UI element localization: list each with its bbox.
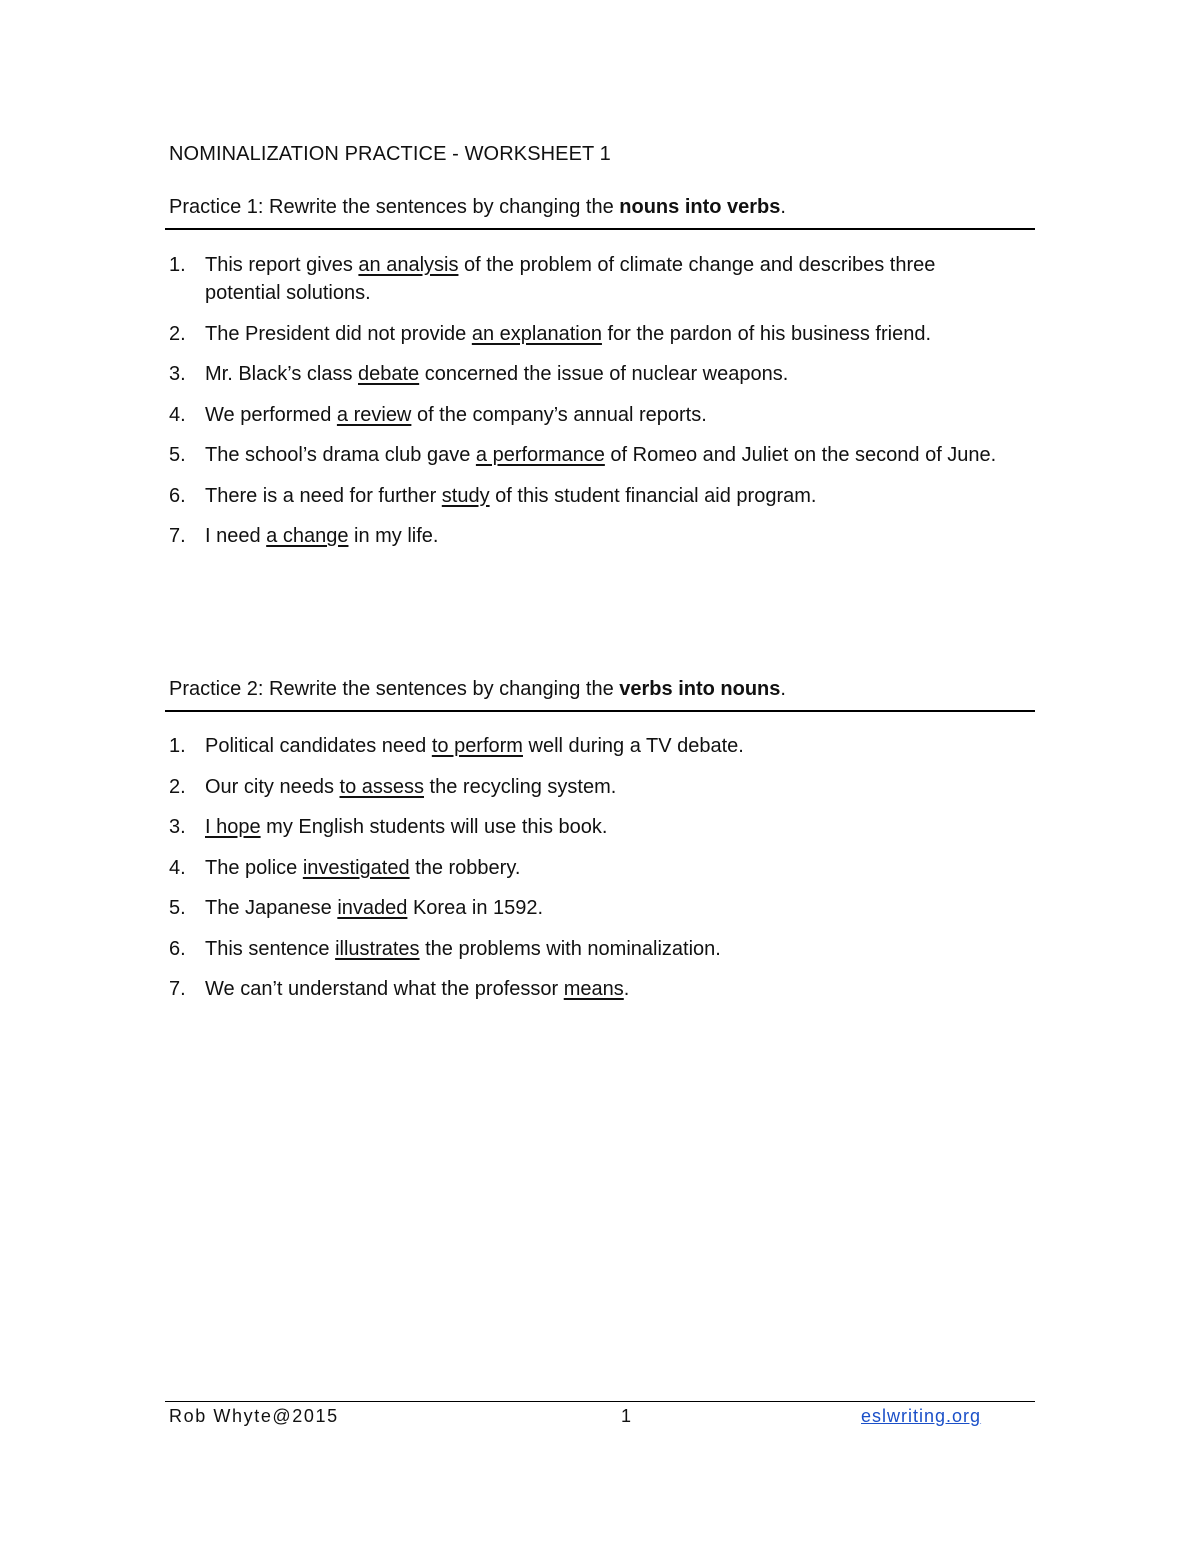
item-text-post: in my life. [348,525,439,547]
item-text-pre: Mr. Black’s class [205,363,358,385]
item-underlined: debate [358,363,420,385]
item-text-post: of Romeo and Juliet on the second of June. [604,444,997,466]
item-text-post: of the company’s annual reports. [411,403,707,426]
item-underlined: to perform [431,735,523,757]
list-item [169,975,1009,1003]
practice-2-divider [165,710,1035,712]
list-item [169,320,1009,348]
item-underlined: a change [266,525,349,547]
list-item [169,813,1009,841]
item-number: 6. [169,937,186,960]
item-text-pre: The police [205,856,303,879]
list-item [169,854,1009,882]
item-number: 7. [169,525,186,547]
list-item [169,935,1009,963]
footer-divider [165,1401,1035,1402]
footer-author: Rob Whyte@2015 [169,1406,339,1426]
item-number: 6. [169,484,186,507]
item-underlined: a performance [475,444,605,466]
item-number: 3. [169,363,186,385]
item-number: 7. [169,978,186,1000]
item-number: 1. [169,254,186,276]
item-number: 2. [169,775,186,798]
footer-page-number: 1 [621,1406,632,1426]
item-underlined: study [441,484,490,507]
item-text-post: of this student financial aid program. [489,484,817,507]
list-item [169,522,1009,550]
item-number: 5. [169,897,186,919]
item-number: 4. [169,403,186,426]
list-item [169,360,1009,388]
item-text-pre: The Japanese [205,897,338,919]
practice-1-list [169,251,1009,563]
list-item [169,251,1009,307]
item-number: 3. [169,816,186,838]
list-item [169,732,1009,760]
item-text-pre: Our city needs [205,775,340,798]
item-text-pre: This report gives [205,254,359,276]
practice-2-instruction-prefix: Practice 2: Rewrite the sentences by changing the [169,678,620,700]
practice-2-instruction [169,678,1035,701]
list-item [169,482,1009,510]
list-item [169,773,1009,801]
item-text-post: the problems with nominalization. [419,937,721,960]
item-text-pre: This sentence [205,937,336,960]
item-text-post: my English students will use this book. [260,816,608,838]
footer-site-link[interactable]: eslwriting.org [861,1406,982,1426]
item-number: 2. [169,322,186,345]
item-text-post: concerned the issue of nuclear weapons. [419,363,789,385]
item-underlined: investigated [302,856,410,879]
item-text-post: the recycling system. [424,775,617,798]
practice-1-instruction-suffix: . [780,196,786,218]
practice-1-instruction-bold: nouns into verbs [619,196,781,218]
practice-1-divider [165,228,1035,230]
item-text-post: the robbery. [409,856,521,879]
item-underlined: illustrates [335,937,420,960]
item-underlined: an explanation [471,322,602,345]
item-underlined: an analysis [358,254,459,276]
practice-2-instruction-suffix: . [780,678,786,700]
item-text-pre: The President did not provide [205,322,472,345]
list-item [169,401,1009,429]
item-text-post: well during a TV debate. [522,735,744,757]
practice-1-instruction [169,196,1035,219]
item-number: 5. [169,444,186,466]
item-text-post: of the problem of climate change and describes three potential solutions. [205,254,936,304]
item-text-pre: We can’t understand what the professor [205,978,564,1000]
practice-2-instruction-bold: verbs into nouns [619,678,781,700]
practice-2-list [169,732,1009,1016]
item-underlined: invaded [337,897,408,919]
item-text-pre: There is a need for further [205,484,442,507]
page-title: NOMINALIZATION PRACTICE - WORKSHEET 1 [169,143,611,165]
item-text-pre: We performed [205,403,337,426]
item-underlined: means [563,978,624,1000]
item-text-pre: Political candidates need [205,735,432,757]
item-text-post: . [623,978,630,1000]
item-text-pre: The school’s drama club gave [205,444,476,466]
item-underlined: I hope [205,816,261,838]
list-item [169,894,1009,922]
item-number: 4. [169,856,186,879]
practice-1-instruction-prefix: Practice 1: Rewrite the sentences by changing the [169,196,620,218]
item-underlined: to assess [339,775,424,798]
list-item [169,441,1009,469]
item-underlined: a review [336,403,412,426]
item-number: 1. [169,735,186,757]
item-text-post: for the pardon of his business friend. [601,322,932,345]
item-text-post: Korea in 1592. [407,897,544,919]
item-text-pre: I need [205,525,267,547]
